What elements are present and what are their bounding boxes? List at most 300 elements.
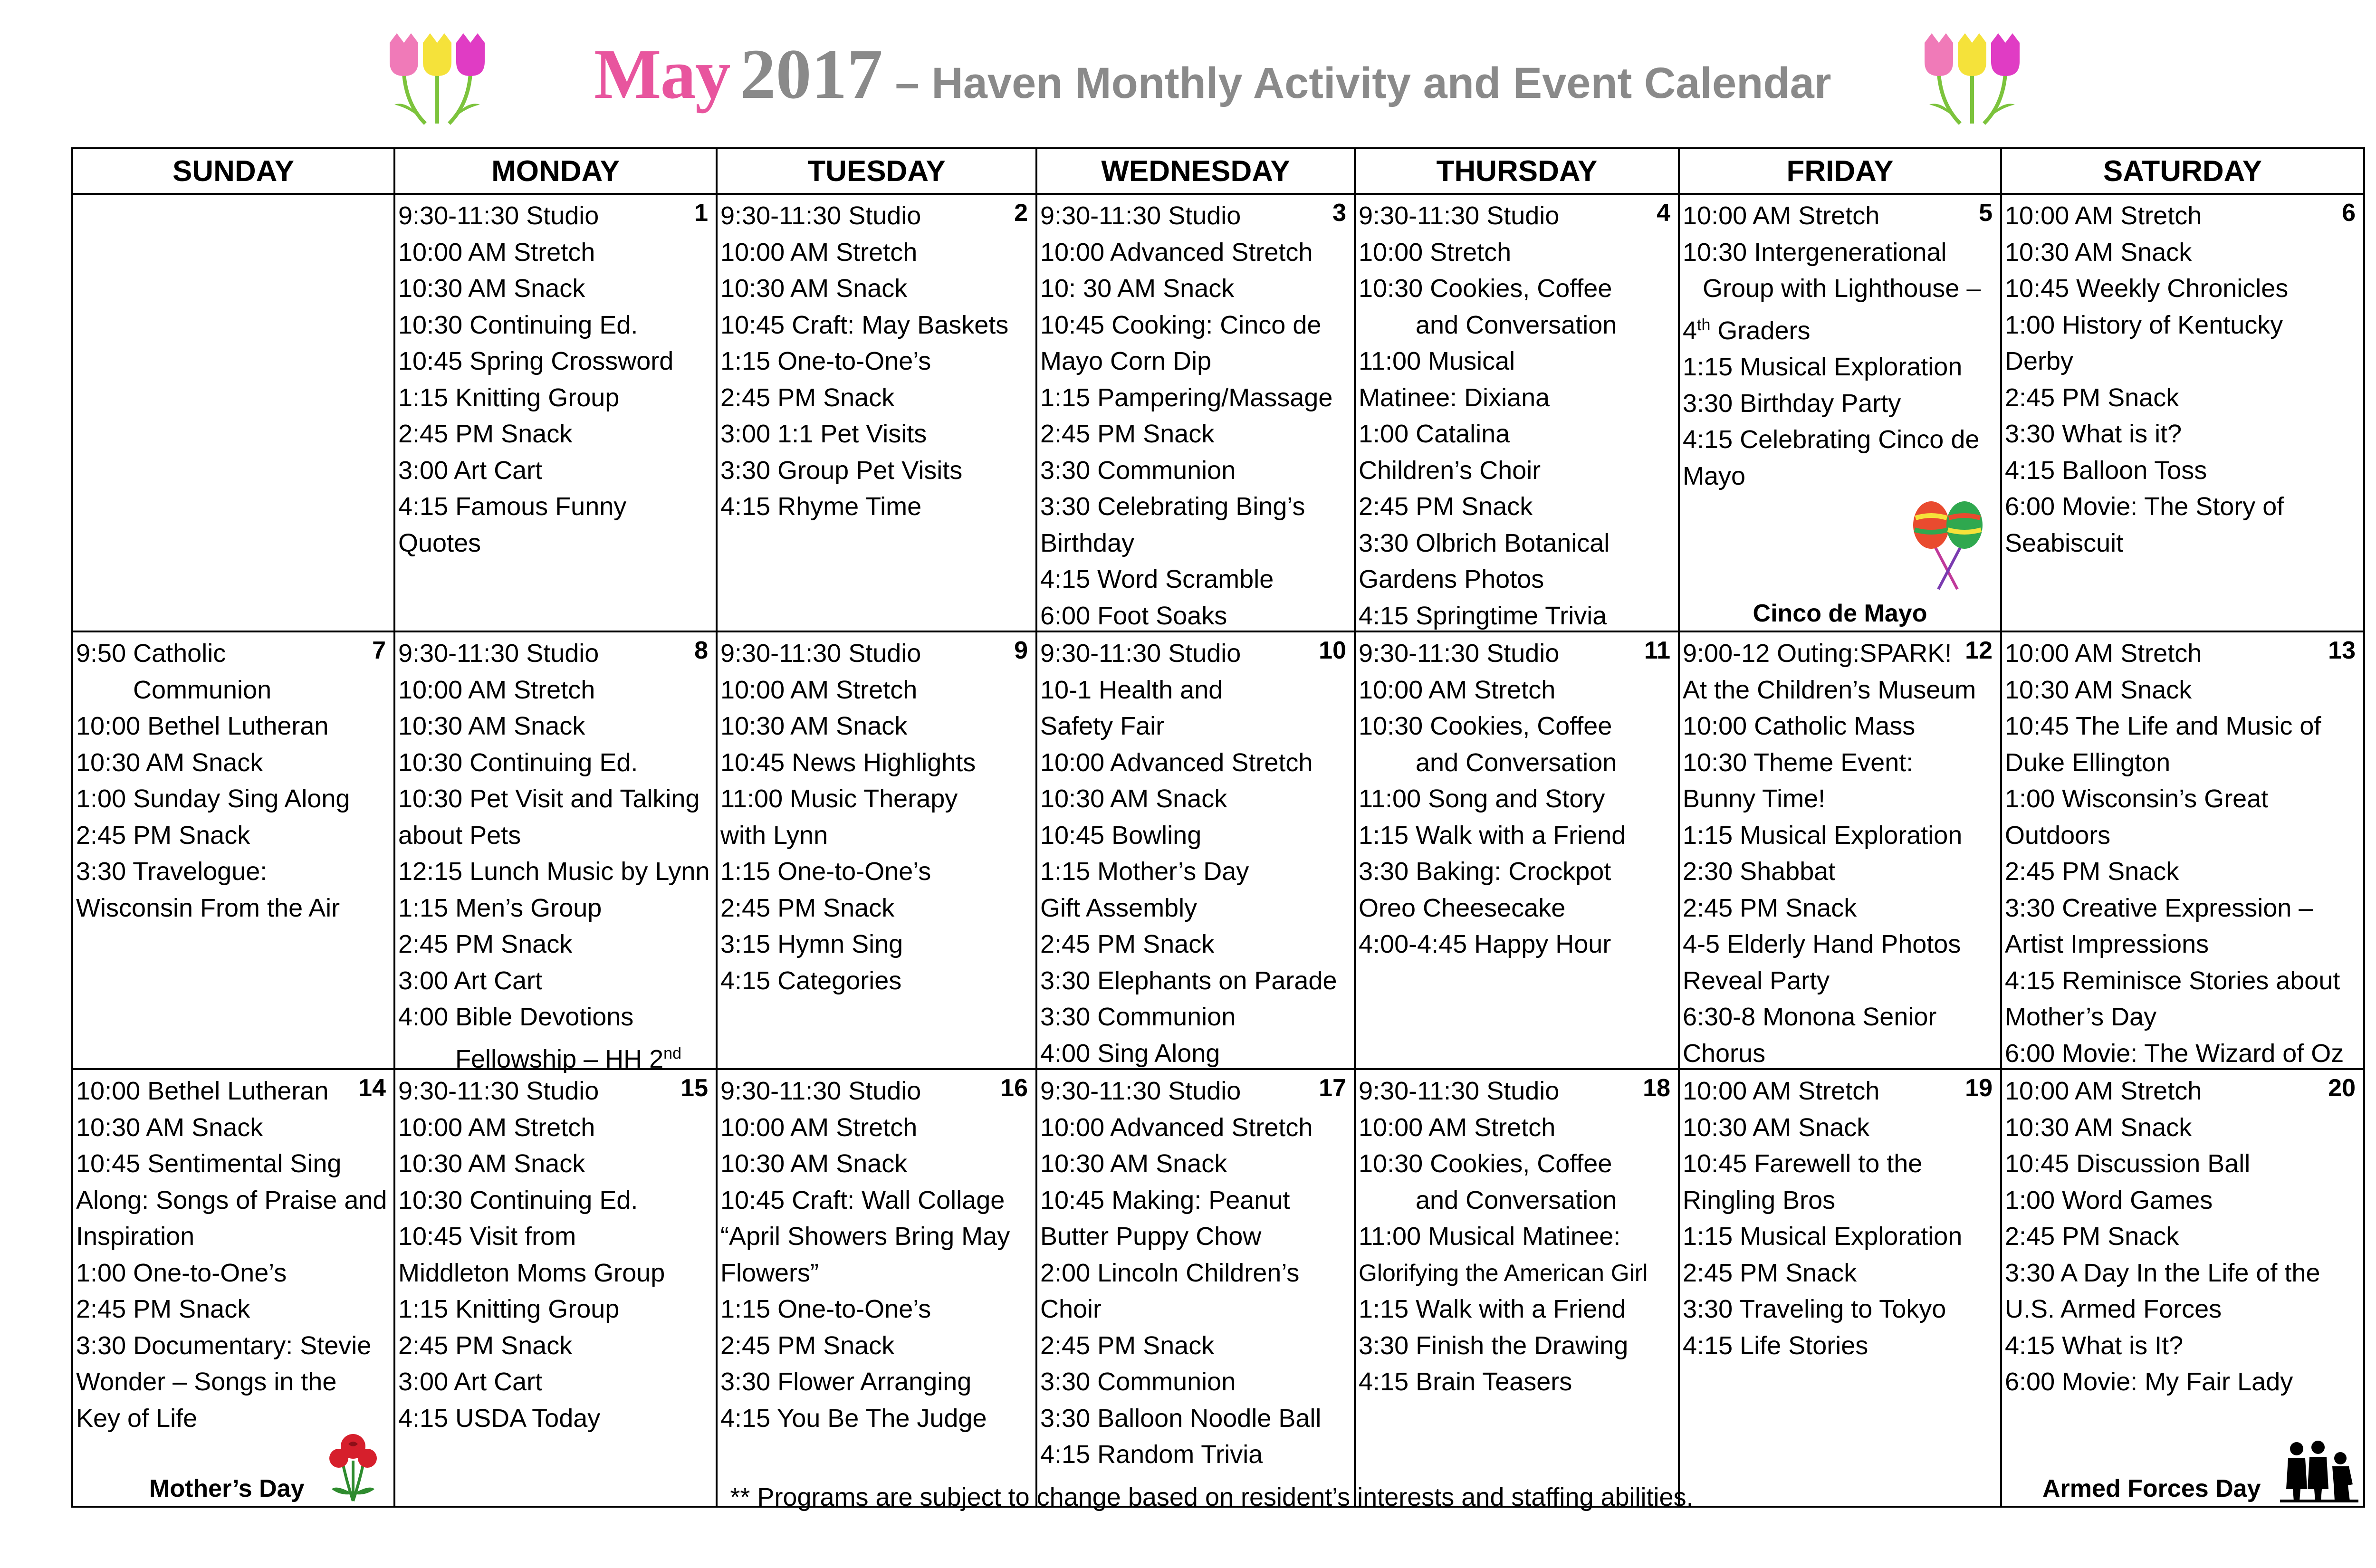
day-cell-content [718,632,1035,1068]
title-month: May [594,35,730,114]
event-item: 9:30-11:30 Studio [1040,1077,1241,1105]
event-item: Butter Puppy Chow [1040,1222,1262,1251]
weekday-header: TUESDAY [717,148,1036,194]
day-number: 16 [1000,1074,1028,1102]
event-list [1359,198,1675,634]
day-number: 18 [1643,1074,1670,1102]
event-item: 3:30 Communion [1040,1003,1236,1031]
event-item: 10:00 AM Stretch [720,238,918,267]
event-item: 10:00 Bethel Lutheran [76,712,329,740]
day-cell[interactable] [1355,1069,1679,1507]
day-number: 7 [372,637,386,664]
event-item: 1:00 One-to-One’s [76,1258,287,1287]
day-number: 2 [1014,199,1028,227]
event-item: and Conversation [1416,748,1617,777]
event-item: 10:45 The Life and Music of [2005,712,2321,740]
event-list [720,1073,1033,1436]
event-item: 9:30-11:30 Studio [720,639,921,668]
event-item: 4:15 Life Stories [1683,1331,1868,1360]
tulips-icon [1915,29,2029,128]
event-item: 10:00 AM Stretch [2005,1077,2202,1105]
event-list [398,635,713,1077]
event-item: and Conversation [1416,310,1617,339]
event-list [398,1073,713,1436]
event-item: 4:00-4:45 Happy Hour [1359,930,1611,958]
calendar-body [72,194,2364,1507]
event-item: 10:30 Continuing Ed. [398,748,638,777]
event-item: 2:45 PM Snack [398,1331,573,1360]
weekday-header: SATURDAY [2001,148,2364,194]
event-item: 1:15 Pampering/Massage [1040,383,1333,412]
day-number: 3 [1332,199,1346,227]
event-item: 4:15 Springtime Trivia [1359,601,1607,630]
event-item: 9:30-11:30 Studio [720,201,921,230]
event-item: 1:00 Word Games [2005,1186,2213,1214]
event-item: 10:00 Advanced Stretch [1040,1113,1313,1142]
event-item: 2:45 PM Snack [1040,1331,1215,1360]
day-cell[interactable] [2001,631,2364,1069]
event-item: 9:30-11:30 Studio [1359,201,1560,230]
event-item: Wisconsin From the Air [76,893,340,922]
day-cell-content [718,1070,1035,1506]
page-title [594,33,1831,119]
event-list [720,635,1033,999]
event-item: 4:15 Famous Funny [398,492,627,521]
event-item: 3:30 Birthday Party [1683,389,1901,418]
event-item: Seabiscuit [2005,528,2124,557]
event-item: 2:45 PM Snack [2005,383,2179,412]
holiday-label: Mother’s Day [149,1475,305,1502]
event-item: 3:00 Art Cart [398,1367,543,1396]
event-list [1359,635,1675,963]
event-list [2005,198,2360,561]
event-item: 10:30 AM Snack [720,274,908,303]
day-cell-content [73,1070,393,1506]
event-item: 3:30 Celebrating Bing’s [1040,492,1305,521]
event-item: Flowers” [720,1258,819,1287]
event-item: 10:30 Cookies, Coffee [1359,274,1612,303]
event-item: 9:30-11:30 Studio [1040,639,1241,668]
maracas-icon [1905,499,1991,596]
event-item: 4:15 Reminisce Stories about [2005,966,2340,995]
footnote: ** Programs are subject to change based on resident’s interests and staffing abilities. [730,1483,1694,1511]
day-cell[interactable] [394,1069,717,1507]
event-item: 10:30 Intergenerational [1683,238,1947,267]
weekday-header: SUNDAY [72,148,394,194]
day-cell[interactable] [2001,194,2364,631]
event-item: with Lynn [720,821,828,850]
event-item: 1:15 Musical Exploration [1683,821,1963,850]
event-item: 10:00 AM Stretch [1683,201,1880,230]
event-item: 3:30 Travelogue: [76,857,268,886]
event-item: 3:00 Art Cart [398,456,543,485]
event-list [1040,198,1351,634]
day-cell[interactable] [1036,1069,1355,1507]
day-cell-content [1037,1070,1354,1506]
event-list [76,635,391,926]
week-row [72,194,2364,631]
event-item: 3:30 Communion [1040,456,1236,485]
event-item: 10:00 Advanced Stretch [1040,238,1313,267]
event-item: Derby [2005,347,2074,375]
event-item: Duke Ellington [2005,748,2171,777]
event-item: about Pets [398,821,521,850]
event-item: 9:30-11:30 Studio [720,1077,921,1105]
event-item: At the Children’s Museum [1683,675,1976,704]
day-number: 19 [1965,1074,1993,1102]
day-cell-content [718,195,1035,631]
event-list [76,1073,391,1436]
day-cell-content [395,632,716,1073]
day-cell-content [395,1070,716,1506]
event-item: Choir [1040,1295,1102,1323]
day-cell-content [1356,195,1678,631]
event-item: 4:15 You Be The Judge [720,1404,987,1433]
event-item: Bunny Time! [1683,784,1826,813]
day-number: 12 [1965,637,1993,664]
event-item: 10:30 AM Snack [398,1149,585,1178]
title-year: 2017 [740,35,883,114]
event-list [1040,1073,1351,1473]
event-item: 4:15 Rhyme Time [720,492,922,521]
day-number: 13 [2328,637,2356,664]
event-item: 2:45 PM Snack [720,893,895,922]
day-cell-content [1680,195,2000,631]
event-item: Mayo [1683,461,1746,490]
event-item: 10:30 AM Snack [2005,238,2192,267]
event-list [2005,635,2360,1071]
event-item: 3:30 Traveling to Tokyo [1683,1295,1946,1323]
weekday-header: WEDNESDAY [1036,148,1355,194]
event-item: 1:15 Knitting Group [398,1295,620,1323]
event-item: 10:00 Bethel Lutheran [76,1077,329,1105]
day-cell[interactable] [717,194,1036,631]
event-item: Birthday [1040,528,1135,557]
day-cell[interactable] [1679,194,2001,631]
day-number: 14 [358,1074,386,1102]
event-item: 2:45 PM Snack [2005,1222,2179,1251]
day-cell[interactable] [1355,194,1679,631]
event-item: 10:45 Farewell to the [1683,1149,1923,1178]
event-item: 4:15 Categories [720,966,902,995]
event-item: 4-5 Elderly Hand Photos [1683,930,1961,958]
day-number: 1 [694,199,708,227]
day-cell-content [73,195,393,631]
event-item: 1:15 Walk with a Friend [1359,1295,1626,1323]
event-item: 10:00 AM Stretch [720,1113,918,1142]
weekday-header: FRIDAY [1679,148,2001,194]
event-list [1359,1073,1675,1400]
event-item: 10:00 AM Stretch [1359,1113,1556,1142]
event-item: 10:00 AM Stretch [2005,201,2202,230]
event-item: 10:45 Discussion Ball [2005,1149,2251,1178]
day-cell-content [2002,1070,2363,1506]
event-item: 3:30 Communion [1040,1367,1236,1396]
day-cell[interactable] [717,631,1036,1069]
day-number: 6 [2342,199,2356,227]
event-item: 4:15 Brain Teasers [1359,1367,1572,1396]
event-list [2005,1073,2360,1400]
event-list [1683,198,1997,494]
day-cell-content [395,195,716,631]
event-item: 10:00 AM Stretch [398,238,595,267]
event-item: 2:30 Shabbat [1683,857,1836,886]
day-cell[interactable] [394,194,717,631]
event-item: 1:15 One-to-One’s [720,1295,931,1323]
event-item: 2:45 PM Snack [1683,1258,1857,1287]
event-item: 4th Graders [1683,316,1811,345]
event-item: 9:30-11:30 Studio [398,639,599,668]
event-item: 2:45 PM Snack [1040,420,1215,448]
event-item: 10:00 AM Stretch [398,675,595,704]
event-item: Middleton Moms Group [398,1258,665,1287]
event-item: 9:30-11:30 Studio [1359,639,1560,668]
event-item: 10:45 Making: Peanut [1040,1186,1290,1214]
event-item: 10-1 Health and [1040,675,1223,704]
event-item: 9:50 Catholic [76,639,226,668]
event-item: 3:00 1:1 Pet Visits [720,420,927,448]
event-item: Outdoors [2005,821,2111,850]
day-cell[interactable] [2001,1069,2364,1507]
event-item: 10:30 AM Snack [720,712,908,740]
day-cell-content [1680,632,2000,1068]
event-item: 10:30 AM Snack [76,748,263,777]
event-item: 12:15 Lunch Music by Lynn [398,857,710,886]
holiday-label: Armed Forces Day [2042,1475,2261,1502]
event-item: 10:00 Catholic Mass [1683,712,1916,740]
event-item: Mother’s Day [2005,1003,2157,1031]
day-number: 10 [1319,637,1346,664]
event-item: 3:30 A Day In the Life of the [2005,1258,2320,1287]
event-item: 3:00 Art Cart [398,966,543,995]
event-item: 1:15 Men’s Group [398,893,602,922]
day-cell-content [1037,632,1354,1068]
event-item: Gift Assembly [1040,893,1198,922]
event-item: 9:30-11:30 Studio [398,1077,599,1105]
day-cell[interactable] [1036,631,1355,1069]
day-number: 9 [1014,637,1028,664]
event-item: 9:30-11:30 Studio [1359,1077,1560,1105]
event-item: 1:15 One-to-One’s [720,857,931,886]
day-cell[interactable] [72,631,394,1069]
event-item: 4:15 USDA Today [398,1404,601,1433]
day-cell[interactable] [717,1069,1036,1507]
event-item: 1:00 History of Kentucky [2005,310,2283,339]
event-item: Artist Impressions [2005,930,2209,958]
event-item: 10:30 Theme Event: [1683,748,1914,777]
event-item: 2:45 PM Snack [398,930,573,958]
day-cell[interactable] [394,631,717,1073]
event-item: 10:45 Visit from [398,1222,576,1251]
event-item: 10:45 Craft: May Baskets [720,310,1009,339]
event-item: 6:00 Foot Soaks [1040,601,1227,630]
event-item: 1:15 Musical Exploration [1683,1222,1963,1251]
day-cell[interactable] [72,1069,394,1507]
event-list [720,198,1033,525]
week-row [72,631,2364,1069]
event-item: 3:15 Hymn Sing [720,930,903,958]
event-item: 1:15 Knitting Group [398,383,620,412]
event-item: 11:00 Musical [1359,347,1515,375]
event-item: 2:45 PM Snack [720,1331,895,1360]
event-item: Mayo Corn Dip [1040,347,1212,375]
week-row [72,1069,2364,1507]
day-number: 20 [2328,1074,2356,1102]
event-item: Oreo Cheesecake [1359,893,1566,922]
event-item: 6:00 Movie: My Fair Lady [2005,1367,2293,1396]
event-item: 6:00 Movie: The Wizard of Oz [2005,1039,2344,1068]
event-item: 10:30 AM Snack [2005,1113,2192,1142]
weekday-header: THURSDAY [1355,148,1679,194]
event-item: Group with Lighthouse – [1703,274,1981,303]
event-item: 3:30 Group Pet Visits [720,456,963,485]
event-item: 3:30 Balloon Noodle Ball [1040,1404,1322,1433]
event-item: 10:30 Continuing Ed. [398,310,638,339]
event-item: 3:30 Finish the Drawing [1359,1331,1629,1360]
event-item: Key of Life [76,1404,198,1433]
event-item: 10:45 Spring Crossword [398,347,674,375]
day-cell-content [1037,195,1354,631]
event-item: Safety Fair [1040,712,1165,740]
day-number: 17 [1319,1074,1346,1102]
holiday-label: Cinco de Mayo [1753,600,1927,627]
event-item: 10:00 AM Stretch [1683,1077,1880,1105]
title-subtitle: – Haven Monthly Activity and Event Calendar [895,59,1831,107]
event-item: 10:45 Cooking: Cinco de [1040,310,1322,339]
day-cell-content [2002,632,2363,1068]
event-item: 3:30 Documentary: Stevie [76,1331,372,1360]
event-item: 4:00 Bible Devotions [398,1003,634,1031]
event-item: Chorus [1683,1039,1766,1068]
event-item: 10:00 Stretch [1359,238,1512,267]
event-item: 10:00 AM Stretch [398,1113,595,1142]
day-cell-content [1680,1070,2000,1506]
day-number: 5 [1979,199,1993,227]
weekday-header-row [72,148,2364,194]
event-item: 3:30 Baking: Crockpot [1359,857,1611,886]
weekday-header: MONDAY [394,148,717,194]
event-item: 11:00 Song and Story [1359,784,1605,813]
tulips-icon [380,29,494,128]
event-item: 10:45 Bowling [1040,821,1202,850]
event-item: 9:30-11:30 Studio [398,201,599,230]
event-item: Gardens Photos [1359,565,1544,593]
day-cell[interactable] [1679,631,2001,1069]
event-item: 10:45 Weekly Chronicles [2005,274,2289,303]
event-item: 4:15 What is It? [2005,1331,2184,1360]
event-item: 4:00 Sing Along [1040,1039,1220,1068]
event-item: 1:15 Musical Exploration [1683,353,1963,381]
event-item: 2:45 PM Snack [76,821,250,850]
event-item: 10:45 News Highlights [720,748,976,777]
event-item: 2:45 PM Snack [1040,930,1215,958]
event-item: Children’s Choir [1359,456,1541,485]
event-item: 6:30-8 Monona Senior [1683,1003,1937,1031]
day-cell[interactable] [72,194,394,631]
page-header [0,19,2376,128]
event-item: 1:00 Catalina [1359,420,1510,448]
event-item: 10:30 AM Snack [1040,784,1227,813]
event-item: 10:30 AM Snack [720,1149,908,1178]
day-cell-content [2002,195,2363,631]
event-item: 1:15 One-to-One’s [720,347,931,375]
event-list [398,198,713,561]
event-item: 10:00 AM Stretch [1359,675,1556,704]
event-item: 2:45 PM Snack [1359,492,1533,521]
event-list [1683,635,1997,1071]
event-item: 10: 30 AM Snack [1040,274,1235,303]
event-item: 11:00 Music Therapy [720,784,958,813]
event-item: 10:30 AM Snack [1683,1113,1870,1142]
event-item: 2:45 PM Snack [2005,857,2179,886]
calendar-grid [71,147,2365,1508]
event-item: 9:00-12 Outing:SPARK! [1683,639,1952,668]
event-list [1683,1073,1997,1364]
event-item: 10:30 AM Snack [398,712,585,740]
day-cell[interactable] [1679,1069,2001,1507]
event-item: 10:30 AM Snack [398,274,585,303]
event-item: 1:15 Walk with a Friend [1359,821,1626,850]
event-item: Along: Songs of Praise and [76,1186,387,1214]
event-item: 1:00 Wisconsin’s Great [2005,784,2269,813]
event-item: 3:30 Flower Arranging [720,1367,972,1396]
event-item: 6:00 Movie: The Story of [2005,492,2284,521]
day-cell[interactable] [1036,194,1355,631]
day-number: 8 [694,637,708,664]
event-item: 4:15 Celebrating Cinco de [1683,425,1980,454]
event-item: Fellowship – HH 2nd [455,1044,681,1073]
event-item: 10:45 Craft: Wall Collage [720,1186,1005,1214]
event-item: Quotes [398,528,481,557]
event-item: “April Showers Bring May [720,1222,1010,1251]
event-list [1040,635,1351,1071]
event-item: 2:45 PM Snack [76,1295,250,1323]
event-item: 10:30 AM Snack [1040,1149,1227,1178]
event-item: 9:30-11:30 Studio [1040,201,1241,230]
day-cell-content [73,632,393,1068]
event-item: 10:45 Sentimental Sing [76,1149,342,1178]
event-item: 10:30 Cookies, Coffee [1359,712,1612,740]
event-item: Reveal Party [1683,966,1830,995]
event-item: 11:00 Musical Matinee: [1359,1222,1621,1251]
day-cell-content [1356,1070,1678,1506]
event-item: Ringling Bros [1683,1186,1836,1214]
event-item: 10:00 Advanced Stretch [1040,748,1313,777]
event-item: 1:00 Sunday Sing Along [76,784,350,813]
day-cell[interactable] [1355,631,1679,1069]
event-item: 10:30 Cookies, Coffee [1359,1149,1612,1178]
event-item: 4:15 Balloon Toss [2005,456,2207,485]
event-item: 10:30 Continuing Ed. [398,1186,638,1214]
day-cell-content [1356,632,1678,1068]
event-item: 10:30 AM Snack [76,1113,263,1142]
day-number: 4 [1657,199,1670,227]
event-item: Matinee: Dixiana [1359,383,1550,412]
event-item: 10:30 AM Snack [2005,675,2192,704]
event-item: 2:45 PM Snack [720,383,895,412]
event-item: 4:15 Random Trivia [1040,1440,1263,1469]
event-item: U.S. Armed Forces [2005,1295,2222,1323]
event-item: 10:30 Pet Visit and Talking [398,784,700,813]
event-item: 2:00 Lincoln Children’s [1040,1258,1300,1287]
event-item: and Conversation [1416,1186,1617,1214]
event-item: Wonder – Songs in the [76,1367,337,1396]
day-number: 15 [680,1074,708,1102]
event-item: 3:30 Creative Expression – [2005,893,2313,922]
event-item: 3:30 Elephants on Parade [1040,966,1337,995]
event-item: 2:45 PM Snack [1683,893,1857,922]
event-item: 10:00 AM Stretch [720,675,918,704]
